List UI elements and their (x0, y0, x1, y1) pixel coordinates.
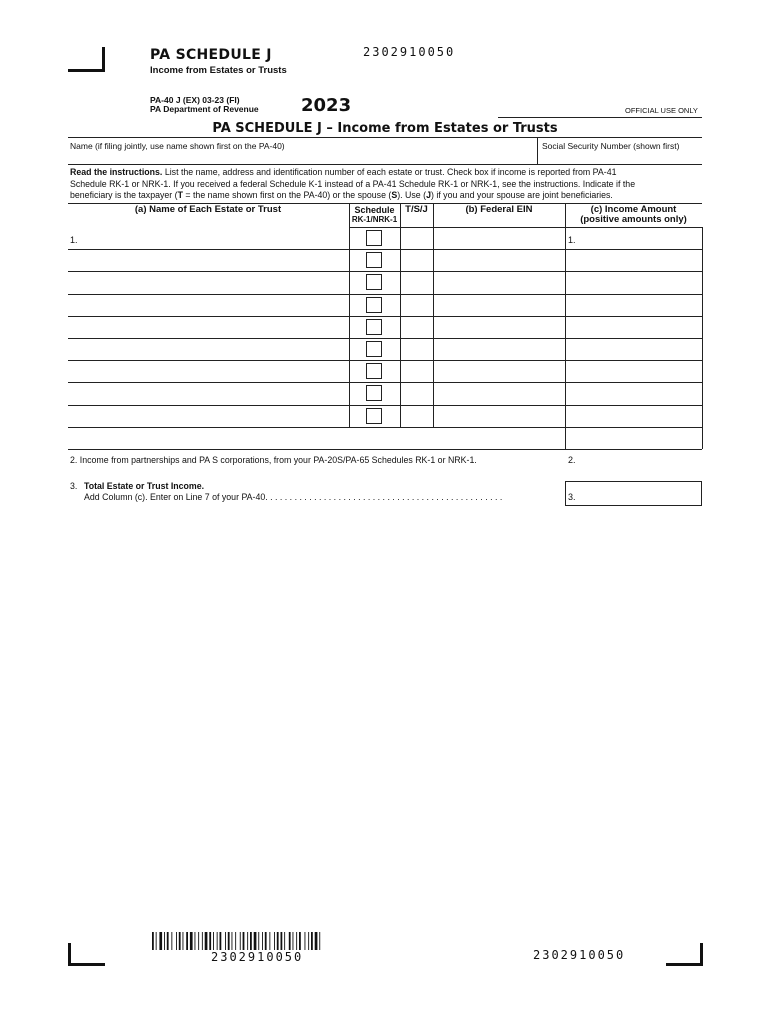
schedule-rk1-checkbox[interactable] (366, 363, 382, 379)
barcode-bar (171, 932, 172, 950)
tsj-field[interactable] (402, 297, 431, 314)
line-3-title: Total Estate or Trust Income. (84, 481, 205, 491)
barcode-bar (186, 932, 188, 950)
table-row-rule (68, 271, 702, 272)
name-field[interactable] (69, 152, 535, 164)
col-header-income-1: (c) Income Amount (590, 204, 677, 215)
line-2-text: 2. Income from partnerships and PA S corporations, from your PA-20S/PA-65 Schedules RK-1 or NRK-1. (70, 455, 477, 465)
crop-mark-top-left (68, 47, 105, 72)
col-header-schedule-2: RK-1/NRK-1 (351, 215, 398, 224)
col-header-schedule-1: Schedule (354, 205, 395, 215)
income-amount-field[interactable] (580, 385, 700, 402)
federal-ein-field[interactable] (435, 363, 563, 380)
federal-ein-field[interactable] (435, 341, 563, 358)
barcode-bar (247, 932, 248, 950)
name-row-bottom-rule (68, 164, 702, 165)
income-amount-field[interactable] (580, 230, 700, 247)
t-code: T (177, 190, 183, 200)
j-code: J (426, 190, 431, 200)
barcode-bar (202, 932, 203, 950)
instructions-line-1-text: List the name, address and identification number of each estate or trust. Check box if income is reported from PA-41 (162, 167, 617, 177)
line-3-text: Add Column (c). Enter on Line 7 of your PA-40. . . . . . . . . . . . . . . . . . . . . . . . . . . . . . . . . . . . . . . . . . . . . . . . . (84, 492, 503, 502)
table-row-rule (68, 382, 702, 383)
barcode-bar (179, 932, 181, 950)
barcode-bar (296, 932, 297, 950)
barcode-bar (311, 932, 313, 950)
form-id: PA-40 J (EX) 03-23 (FI) (150, 95, 240, 105)
schedule-rk1-checkbox[interactable] (366, 252, 382, 268)
income-amount-field[interactable] (580, 252, 700, 269)
barcode-bar (284, 932, 285, 950)
income-amount-field[interactable] (580, 274, 700, 291)
barcode (152, 932, 364, 952)
form-title: PA SCHEDULE J (150, 47, 272, 63)
federal-ein-field[interactable] (435, 274, 563, 291)
barcode-bar (228, 932, 230, 950)
estate-name-field[interactable] (69, 385, 347, 402)
name-label: Name (if filing jointly, use name shown first on the PA-40) (70, 141, 285, 151)
instructions-line-3 (70, 190, 704, 202)
col-header-income-2: (positive amounts only) (580, 214, 687, 225)
barcode-bar (258, 932, 259, 950)
barcode-bar (167, 932, 169, 950)
tsj-field[interactable] (402, 319, 431, 336)
instructions-line-3-a: beneficiary is the taxpayer ( (70, 190, 178, 200)
barcode-bar (217, 932, 218, 950)
table-row-rule (68, 338, 702, 339)
crop-mark-bottom-right (666, 943, 703, 966)
crop-mark-bottom-left (68, 943, 105, 966)
barcode-bar (293, 932, 294, 950)
barcode-bar (235, 932, 236, 950)
income-amount-field[interactable] (580, 319, 700, 336)
estate-name-field[interactable] (69, 230, 347, 247)
main-heading: PA SCHEDULE J – Income from Estates or Trusts (212, 121, 558, 136)
tsj-field[interactable] (402, 341, 431, 358)
schedule-rk1-checkbox[interactable] (366, 274, 382, 290)
instructions-line-2: Schedule RK-1 or NRK-1. If you received a federal Schedule K-1 instead of a PA-41 Schedule RK-1 or NRK-1, see the instructions. Indicate if the (70, 178, 636, 189)
barcode-bar (209, 932, 211, 950)
table-header-bottom-rule (349, 227, 702, 228)
instructions-lead: Read the instructions. (70, 167, 163, 177)
tsj-field[interactable] (402, 408, 431, 425)
estate-name-field[interactable] (69, 408, 347, 425)
table-row-rule (68, 316, 702, 317)
barcode-bar (299, 932, 301, 950)
estate-name-field[interactable] (69, 297, 347, 314)
form-code-bottom: 2302910050 (533, 948, 626, 962)
col-right-edge (702, 227, 703, 449)
income-amount-field[interactable] (580, 341, 700, 358)
income-amount-field[interactable] (580, 363, 700, 380)
barcode-bar (262, 932, 263, 950)
federal-ein-field[interactable] (435, 408, 563, 425)
col-divider-schedule (349, 203, 350, 427)
col-header-ein: (b) Federal EIN (465, 204, 533, 215)
barcode-bar (176, 932, 177, 950)
barcode-bar (213, 932, 214, 950)
form-code-top: 2302910050 (363, 45, 456, 59)
barcode-bar (232, 932, 233, 950)
barcode-bar (156, 932, 157, 950)
table-top-rule (68, 203, 702, 204)
tax-year: 2023 (301, 95, 352, 116)
line-1-label: 1. (70, 235, 78, 245)
official-use-label: OFFICIAL USE ONLY (625, 106, 698, 115)
barcode-bar (269, 932, 270, 950)
barcode-bar (225, 932, 226, 950)
name-ssn-divider (537, 138, 538, 164)
estate-name-field[interactable] (69, 363, 347, 380)
schedule-rk1-checkbox[interactable] (366, 385, 382, 401)
col-header-name: (a) Name of Each Estate or Trust (134, 204, 282, 215)
federal-ein-field[interactable] (435, 252, 563, 269)
schedule-rk1-checkbox[interactable] (366, 408, 382, 424)
table-row-rule (68, 427, 702, 428)
tsj-field[interactable] (402, 363, 431, 380)
barcode-bar (274, 932, 275, 950)
barcode-bar (205, 932, 208, 950)
instructions-line-3-d: ) if you and your spouse are joint beneficiaries. (430, 190, 613, 200)
barcode-bar (250, 932, 252, 950)
federal-ein-field[interactable] (435, 297, 563, 314)
s-code: S (391, 190, 398, 200)
income-amount-field[interactable] (580, 408, 700, 425)
schedule-rk1-checkbox[interactable] (366, 230, 382, 246)
estate-name-field[interactable] (69, 252, 347, 269)
estate-name-field[interactable] (69, 274, 347, 291)
barcode-bar (220, 932, 222, 950)
ssn-field[interactable] (539, 152, 701, 164)
instructions-line-3-b: = the name shown first on the PA-40) or the spouse ( (182, 190, 392, 200)
barcode-bar (243, 932, 245, 950)
federal-ein-field[interactable] (435, 385, 563, 402)
federal-ein-field[interactable] (435, 230, 563, 247)
official-use-line (498, 117, 702, 118)
schedule-rk1-checkbox[interactable] (366, 297, 382, 313)
table-row-rule (68, 360, 702, 361)
income-amount-field[interactable] (580, 297, 700, 314)
estate-name-field[interactable] (69, 319, 347, 336)
line-3-amount-label: 3. (568, 492, 576, 502)
department: PA Department of Revenue (150, 104, 259, 114)
tsj-field[interactable] (402, 252, 431, 269)
barcode-bar (308, 932, 309, 950)
barcode-bar (159, 932, 162, 950)
tsj-field[interactable] (402, 385, 431, 402)
schedule-rk1-checkbox[interactable] (366, 341, 382, 357)
barcode-bar (164, 932, 165, 950)
col-divider-tsj (400, 203, 401, 427)
col-header-tsj: T/S/J (405, 204, 428, 215)
barcode-bar (152, 932, 154, 950)
federal-ein-field[interactable] (435, 319, 563, 336)
table-row-rule (68, 249, 702, 250)
barcode-bar (305, 932, 306, 950)
barcode-bar (315, 932, 318, 950)
tsj-field[interactable] (402, 230, 431, 247)
estate-name-field[interactable] (69, 341, 347, 358)
line-3-num: 3. (70, 481, 78, 491)
header-rule (68, 137, 702, 138)
line-1-amount-label: 1. (568, 235, 576, 245)
col-divider-ein (433, 203, 434, 427)
barcode-number: 2302910050 (211, 950, 304, 964)
barcode-bar (240, 932, 241, 950)
line-2-amount-field[interactable] (580, 450, 700, 468)
line-3-total-box[interactable] (565, 481, 702, 506)
table-row-rule (68, 294, 702, 295)
barcode-bar (183, 932, 184, 950)
instructions (70, 167, 704, 202)
barcode-bar (277, 932, 279, 950)
form-subtitle: Income from Estates or Trusts (150, 65, 287, 76)
barcode-bar (254, 932, 257, 950)
ssn-label: Social Security Number (shown first) (542, 141, 680, 151)
instructions-line-1 (70, 167, 704, 179)
tsj-field[interactable] (402, 274, 431, 291)
barcode-bar (198, 932, 199, 950)
schedule-rk1-checkbox[interactable] (366, 319, 382, 335)
col-divider-income (565, 203, 566, 449)
barcode-bar (195, 932, 196, 950)
instructions-line-3-c: ). Use ( (397, 190, 427, 200)
barcode-bar (281, 932, 283, 950)
table-row-rule (68, 405, 702, 406)
barcode-bar (190, 932, 193, 950)
barcode-bar (319, 932, 320, 950)
barcode-bar (265, 932, 267, 950)
barcode-bar (289, 932, 291, 950)
line-2-amount-label: 2. (568, 455, 576, 465)
